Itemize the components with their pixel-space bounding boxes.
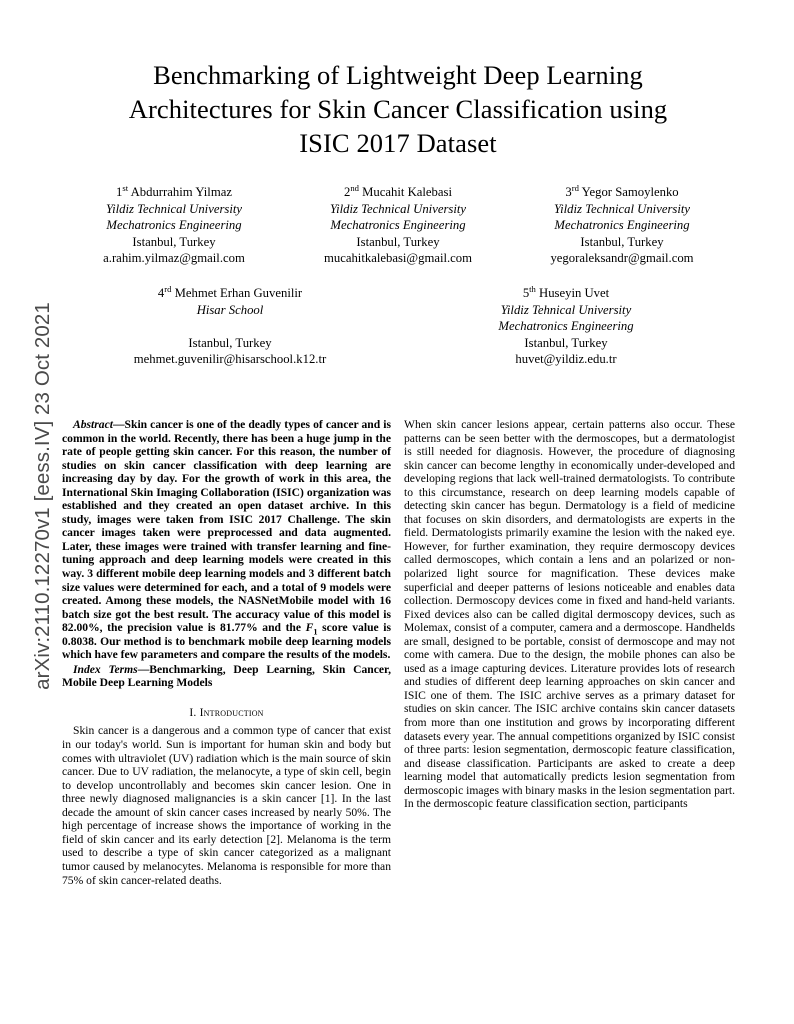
body-paragraph: When skin cancer lesions appear, certain patterns also occur. These patterns can be seen better with the dermoscopes, but a dermatologist is still needed for diagnosis. However, the procedure of diagnosing skin cancer can become lengthy in economically under-developed and developing regions that lack well-trained dermatologists. To contribute to this circumstance, research on deep learning models capable of detecting skin cancer has begun. Dermatology is a field of medicine that focuses on skin disorders, and dermatologists are experts in the field. Dermatologists primarily examine the lesion with the naked eye. However, for further examination, they require dermoscopy devices called dermoscopes, which contain a lens and an polarized or non-polarized light source for magnification. These devices make superficial and deeper patterns of lesions noticeable and enables data collection. Dermoscopy devices come in fixed and hand-held variants. Fixed devices also can be called digital dermoscopy devices, such as Molemax, consist of a computer, camera and a dermoscope. Handhelds are small, designed to be portable, consist of dermoscope and may not come with camera. Due to the design, the mobile phones can also be used as a image capturing devices. Literature provides lots of research and studies of different deep learning approaches on skin cancer and ISIC one of them. The ISIC archive serves as a primary dataset for studies on skin cancer. The ISIC archive contains skin cancer datasets from more than one institution and grows by incorporating different datasets every year. The annual competitions organized by ISIC consist of three parts: lesion segmentation, dermoscopic feature classification, and disease classification. Participants are asked to create a deep learning model that automatically predicts lesion segmentation from dermoscopic images with binary masks in the lesion segmentation part. In the dermoscopic feature classification section, participants (404, 418, 735, 811)
author-entry (286, 184, 510, 267)
author-ordinal: 5 (522, 286, 530, 300)
index-terms-label: Index Terms (73, 662, 138, 676)
author-affiliation: Yildiz Technical University (329, 201, 467, 216)
column-right (404, 418, 735, 811)
author-list-row-1 (62, 184, 734, 267)
author-ordinal: 4 (157, 286, 165, 300)
author-email[interactable]: mucahitkalebasi@gmail.com (323, 251, 473, 266)
author-email[interactable]: mehmet.guvenilir@hisarschool.k12.tr (133, 352, 327, 367)
author-fullname: Huseyin Uvet (539, 286, 610, 300)
page-title (62, 58, 734, 160)
author-ordinal-suffix: nd (350, 182, 359, 193)
author-email[interactable]: a.rahim.yilmaz@gmail.com (103, 251, 245, 266)
section-number: I. (189, 705, 197, 719)
author-name (62, 184, 286, 201)
index-terms-paragraph (62, 663, 391, 690)
author-department: Mechatronics Engineering (554, 218, 690, 233)
f1-symbol: F (305, 621, 314, 635)
author-ordinal-suffix: rd (164, 283, 172, 294)
author-affiliation: Yildiz Technical University (105, 201, 243, 216)
author-city: Istanbul, Turkey (188, 335, 272, 350)
title-line-2: Architectures for Skin Cancer Classification using (128, 94, 668, 124)
abstract-paragraph (62, 418, 391, 662)
author-name (286, 184, 510, 201)
author-city: Istanbul, Turkey (524, 335, 608, 350)
author-email[interactable]: yegoraleksandr@gmail.com (550, 251, 694, 266)
arxiv-stamp: arXiv:2110.12270v1 [eess.IV] 23 Oct 2021 (31, 302, 54, 690)
author-name (62, 285, 398, 302)
author-entry (510, 184, 734, 267)
author-ordinal-suffix: th (529, 283, 536, 294)
author-fullname: Mehmet Erhan Guvenilir (174, 286, 303, 300)
author-ordinal: 2 (344, 185, 351, 199)
author-department: Mechatronics Engineering (498, 319, 634, 334)
author-ordinal: 3 (565, 185, 572, 199)
abstract-text-part-2: score value is 0.8038. Our method is to benchmark mobile deep learning models which have few parameters and compare the results of the models. (62, 621, 391, 662)
author-name (398, 285, 734, 302)
index-terms-dash: — (137, 662, 150, 676)
author-fullname: Mucahit Kalebasi (362, 185, 452, 199)
author-ordinal: 1 (116, 185, 123, 199)
author-entry (398, 285, 734, 368)
index-terms-text: Benchmarking, Deep Learning, Skin Cancer, Mobile Deep Learning Models (62, 662, 391, 690)
author-entry (62, 285, 398, 368)
author-fullname: Yegor Samoylenko (581, 185, 679, 199)
abstract-label: Abstract (73, 418, 113, 431)
author-name (510, 184, 734, 201)
author-email[interactable]: huvet@yildiz.edu.tr (515, 352, 617, 367)
column-left (62, 418, 391, 887)
abstract-text-part-1: Skin cancer is one of the deadly types of cancer and is common in the world. Recently, there has been a huge jump in the rate of people getting skin cancer. For this reason, the number of studies on skin cancer classification with deep learning are increasing day by day. For the growth of work in this area, the International Skin Imaging Collaboration (ISIC) organization was established and they created an open dataset archive. In this study, images were taken from ISIC 2017 Challenge. The skin cancer images taken were preprocessed and data augmented. Later, these images were trained with transfer learning and fine-tuning approach and deep learning models were created in this way. 3 different mobile deep learning models and 3 different batch size values were determined for each, and a total of 9 models were created. Among these models, the NASNetMobile model with 16 batch size got the best result. The accuracy value of this model is 82.00%, the precision value is 81.77% and the (62, 418, 391, 635)
title-line-1: Benchmarking of Lightweight Deep Learning (153, 60, 643, 90)
author-department: Mechatronics Engineering (106, 218, 242, 233)
title-block (62, 58, 734, 160)
author-affiliation: Yildiz Tehnical University (500, 302, 632, 317)
author-ordinal-suffix: rd (571, 182, 579, 193)
title-line-3: ISIC 2017 Dataset (299, 128, 497, 158)
section-heading-introduction (62, 706, 391, 720)
abstract-dash: — (112, 418, 125, 431)
author-affiliation: Yildiz Technical University (553, 201, 691, 216)
author-city: Istanbul, Turkey (580, 234, 664, 249)
body-paragraph: Skin cancer is a dangerous and a common type of cancer that exist in our today's world. Sun is important for human skin and body but comes with ultraviolet (UV) radiation which is the main source of skin cancer. Due to UV radiation, the melanocyte, a type of skin cell, begin to develop uncontrollably and becomes skin cancer lesion. One in three newly diagnosed malignancies is a skin cancer [1]. In the last decade the amount of skin cancer cases increased by nearly 50%. The high percentage of increase shows the importance of working in the field of skin cancer and its early detection [2]. Melanoma is the term used to describe a type of skin cancer categorized as a malignant tumor caused by melanocytes. Melanoma is responsible for more than 75% of skin cancer-related deaths. (62, 724, 391, 887)
author-city: Istanbul, Turkey (356, 234, 440, 249)
f1-subscript: 1 (313, 627, 318, 637)
author-list-row-2 (62, 285, 734, 368)
author-entry (62, 184, 286, 267)
author-fullname: Abdurrahim Yilmaz (130, 185, 232, 199)
author-affiliation: Hisar School (196, 302, 264, 317)
author-city: Istanbul, Turkey (132, 234, 216, 249)
section-title: Introduction (199, 705, 264, 719)
author-department: Mechatronics Engineering (330, 218, 466, 233)
author-ordinal-suffix: st (122, 182, 129, 193)
